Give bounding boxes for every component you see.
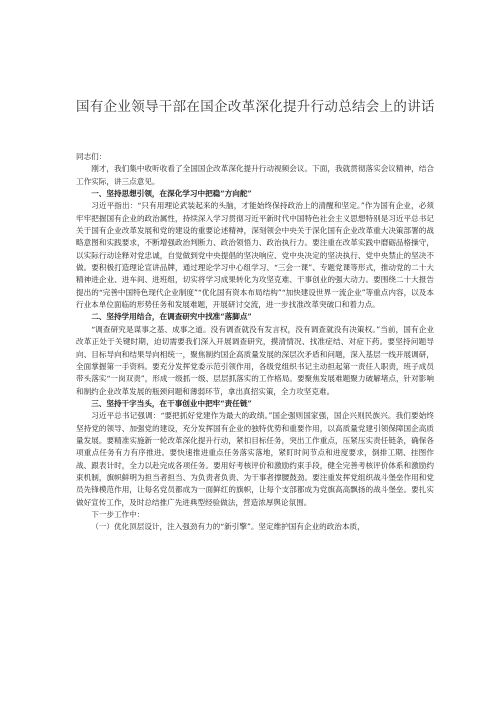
section-heading-3: 三、坚持干字当头，在干事创业中把牢“责任链”	[91, 398, 252, 408]
section-1-paragraph: 习近平指出：“只有用理论武装起来的头脑，才能始终保持政治上的清醒和坚定。”作为国有企业，必须牢牢把握国有企业的政治属性，持续深入学习贯彻习近平新时代中国特色社会主义思想特别是习近平总书记关于国有企业改革发展和党的建设的重要论述精神，深刻领会中央关于深化国有企业改革重大决策部署的战略意图和实践要求，不断增强政治判断力、政治领悟力、政治执行力。要注重在改革实践中磨砺品格操守，以实际行动诠释对党忠诚，自觉做到党中央提倡的坚决响应、党中央决定的坚决执行、党中央禁止的坚决不做。要积极打造理论宣讲品牌，通过理论学习中心组学习、“三会一课”、专题党课等形式，推动党的二十大精神进企业、进车间、进班组，切实将学习成果转化为攻坚克难、干事创业的强大动力。要围绕二十大报告提出的“完善中国特色现代企业制度”“优化国有资本布局结构”“加快建设世界一流企业”等重点内容，以及本行业本单位面临的形势任务和发展难题，开展研讨交流，进一步找准改革突破口和着力点。	[76, 201, 434, 310]
section-heading-1: 一、坚持思想引领，在深化学习中把稳“方向舵”	[91, 189, 252, 199]
closing-lead: 下一步工作中：	[91, 509, 145, 519]
section-2-paragraph: “调查研究是谋事之基、成事之道。没有调查就没有发言权，没有调查就没有决策权。”当前，国有企业改革正处于关键时期，迫切需要我们深入开展调查研究，摸清情况、找准症结、对症下药。要坚持问题导向、目标导向和结果导向相统一，聚焦制约国企高质量发展的深层次矛盾和问题，深入基层一线开展调研，全面掌握第一手资料。要充分发挥党委示范引领作用，各级党组织书记主动担起第一责任人职责，班子成员带头落实“一岗双责”，形成一级抓一级、层层抓落实的工作格局。要聚焦发展难题聚力破解堵点，针对影响和制约企业改革发展的瓶颈问题和薄弱环节，拿出真招实策，全力攻坚克难。	[76, 324, 434, 396]
section-heading-2: 二、坚持学用结合，在调查研究中找准“落脚点”	[91, 312, 252, 322]
salutation: 同志们：	[76, 152, 107, 161]
intro-paragraph: 刚才，我们集中收听收看了全国国企改革深化提升行动视频会议。下面，我就贯彻落实会议精神，结合工作实际，讲三点意见。	[76, 164, 434, 186]
closing-item: （一）优化顶层设计，注入强劲有力的“新引擎”。坚定维护国有企业的政治本质，	[91, 522, 365, 532]
document-title: 国有企业领导干部在国企改革深化提升行动总结会上的讲话	[76, 99, 435, 115]
document-body	[76, 151, 434, 534]
section-3-paragraph: 习近平总书记强调：“要把抓好党建作为最大的政绩。”国企强则国家强，国企兴则民族兴。我们要始终坚持党的领导、加强党的建设，充分发挥国有企业的独特优势和重要作用，以高质量党建引领保障国企高质量发展。要精准实施新一轮改革深化提升行动，紧扣目标任务，突出工作重点，压紧压实责任链条，确保各项重点任务有力有序推进。要快速推进重点任务落实落地，紧盯时间节点和进度要求，倒排工期、挂图作战、跟表计时，全力以赴完成各项任务。要用好考核评价和激励约束手段，健全完善考核评价体系和激励约束机制，旗帜鲜明为担当者担当、为负责者负责、为干事者撑腰鼓劲。要注重发挥党组织战斗堡垒作用和党员先锋模范作用，让每名党员都成为一面鲜红的旗帜，让每个支部都成为党旗高高飘扬的战斗堡垒。要扎实做好宣传工作，及时总结推广先进典型经验做法，营造浓厚舆论氛围。	[76, 411, 434, 507]
